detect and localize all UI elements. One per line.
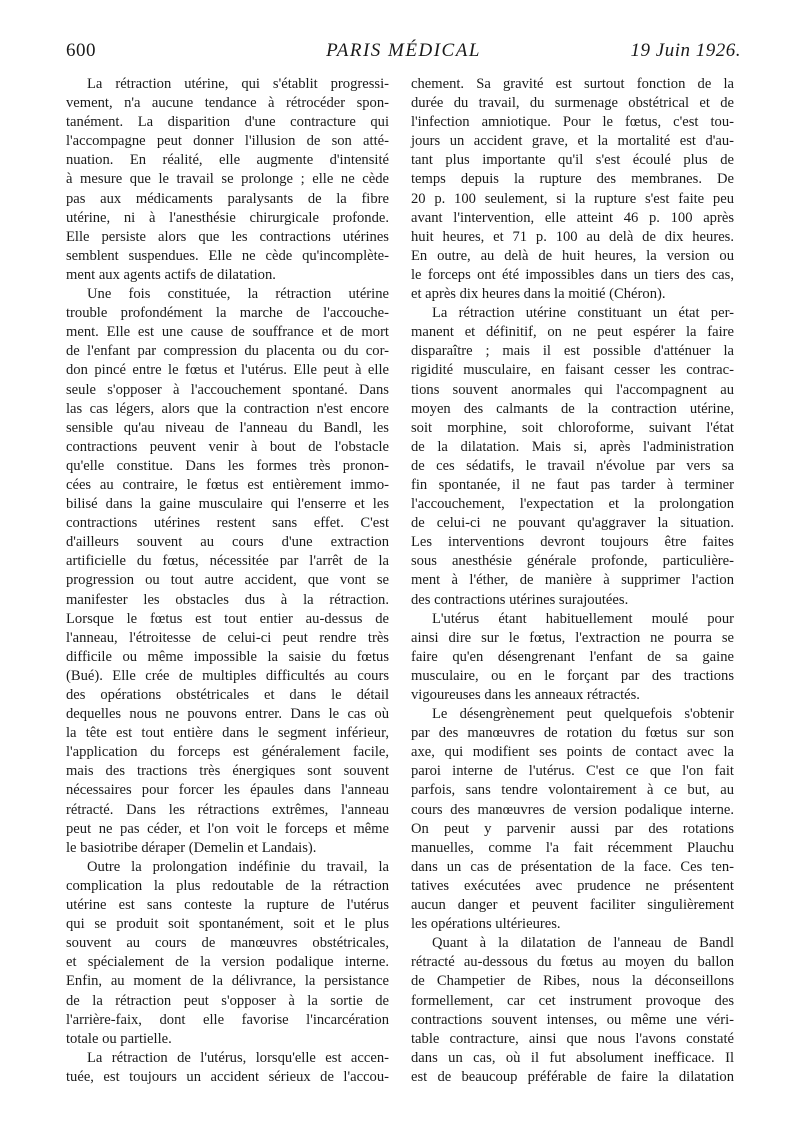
text-line: de ces sédatifs, le travail n'évolue par vers sa bbox=[411, 457, 734, 474]
text-line: rétracté au-dessous du fœtus au moyen du ballon bbox=[411, 954, 734, 971]
text-line: 20 p. 100 seulement, si la rupture s'est faite peu bbox=[411, 190, 734, 207]
text-line: tatives exécutées avec prudence ne présentent bbox=[411, 877, 734, 894]
text-line: fin spontanée, il ne faut pas tarder à terminer bbox=[411, 476, 734, 493]
text-line: artificielle du fœtus, nécessitée par l'arrêt de la bbox=[66, 553, 389, 570]
text-line: vigoureuses dans les anneaux rétractés. bbox=[411, 687, 640, 703]
text-line: (Bué). Elle crée de multiples difficultés au cours bbox=[66, 667, 389, 684]
text-line: dans un cas, où il fut absolument inefficace. Il bbox=[411, 1049, 734, 1066]
text-line: La rétraction de l'utérus, lorsqu'elle est accen- bbox=[87, 1049, 389, 1066]
text-line: la tête est tout entière dans le segment inférieur, bbox=[66, 725, 389, 742]
text-line: l'anneau, l'étroitesse de celui-ci peut rendre très bbox=[66, 629, 389, 646]
text-line: La rétraction utérine, qui s'établit progressi- bbox=[87, 76, 389, 92]
text-line: trouble profondément la marche de l'accouche- bbox=[66, 305, 389, 322]
text-line: souvent au cours de manœuvres obstétricales, bbox=[66, 935, 389, 952]
text-line: cées au contraire, le fœtus est entièrement immo- bbox=[66, 476, 389, 493]
text-line: paroi interne de l'utérus. C'est ce que l'on fait bbox=[411, 763, 734, 780]
journal-title: PARIS MÉDICAL bbox=[326, 40, 481, 61]
text-line: le forceps ont été impossibles dans un tiers des cas, bbox=[411, 266, 734, 283]
text-line: ainsi dire sur le fœtus, l'extraction ne pourra se bbox=[411, 629, 734, 646]
text-line: faire qu'en désengrenant l'enfant de sa gaine bbox=[411, 648, 734, 665]
page-number: 600 bbox=[66, 40, 96, 61]
text-line: l'accouchement, l'expectation et la prolongation bbox=[411, 496, 734, 513]
text-line: ment à l'éther, de manière à supprimer l'action bbox=[411, 572, 734, 589]
running-header bbox=[66, 40, 741, 72]
text-line: durée du travail, du surmenage obstétrical et de bbox=[411, 95, 734, 112]
text-line: moyen des calmants de la contraction utérine, bbox=[411, 400, 734, 417]
text-line: chement. Sa gravité est surtout fonction de la bbox=[411, 76, 734, 92]
text-line: totale ou partielle. bbox=[66, 1030, 172, 1047]
text-line: contractions utérines restent sans effet. C'est bbox=[66, 515, 389, 532]
text-line: nécessaires pour forcer les épaules dans l'anneau bbox=[66, 782, 389, 799]
text-line: seule s'opposer à l'accouchement spontané. Dans bbox=[66, 381, 389, 398]
text-line: pas aux médicaments paralysants de la fibre bbox=[66, 190, 389, 207]
text-line: Lorsque le fœtus est tout entier au-dessus de bbox=[66, 610, 389, 627]
text-line: rigidité musculaire, en faisant cesser les contrac- bbox=[411, 362, 734, 379]
text-line: jours un accident grave, et la mortalité est d'au- bbox=[411, 133, 734, 150]
text-line: formellement, car cet instrument provoque des bbox=[411, 992, 734, 1009]
text-line: l'arrière-faix, dont elle favorise l'incarcération bbox=[66, 1011, 389, 1028]
text-line: Elle persiste alors que les contractions utérines bbox=[66, 228, 389, 245]
text-line: Les interventions devront toujours être faites bbox=[411, 534, 734, 551]
text-line: de Champetier de Ribes, nous la déconseillons bbox=[411, 973, 734, 990]
text-line: sous anesthésie générale profonde, particulière- bbox=[411, 553, 734, 570]
text-line: semblent suspendues. Elle ne cède qu'incomplète- bbox=[66, 247, 389, 264]
text-line: contractions peuvent venir à bout de l'obstacle bbox=[66, 438, 389, 455]
text-line: parfois, sans tendre volontairement à ce but, au bbox=[411, 782, 734, 799]
text-line: complication la plus redoutable de la rétraction bbox=[66, 877, 389, 894]
text-line: d'ailleurs souvent au cours d'une extraction bbox=[66, 534, 389, 551]
text-line: En outre, au delà de huit heures, la version ou bbox=[411, 247, 734, 264]
text-line: dans un cas de présentation de la face. Ces ten- bbox=[411, 858, 734, 875]
text-line: avant l'intervention, elle atteint 46 p. 100 après bbox=[411, 209, 734, 226]
text-line: et spécialement de la version podalique interne. bbox=[66, 954, 389, 971]
text-line: progression ou tout autre accident, que vont se bbox=[66, 572, 389, 589]
text-line: est de beaucoup préférable de faire la dilatation bbox=[411, 1068, 734, 1085]
text-line: huit heures, et 71 p. 100 au delà de dix heures. bbox=[411, 228, 734, 245]
text-line: de celui-ci ne pouvant qu'aggraver la situation. bbox=[411, 515, 734, 532]
text-line: dequelles nous ne pouvons entrer. Dans le cas où bbox=[66, 706, 389, 723]
text-line: de la dilatation. Mais si, après l'administration bbox=[411, 438, 734, 455]
text-line: Quant à la dilatation de l'anneau de Bandl bbox=[432, 935, 734, 952]
text-line: l'infection amniotique. Pour le fœtus, c'est tou- bbox=[411, 114, 734, 131]
text-line: des contractions utérines surajoutées. bbox=[411, 591, 629, 608]
text-line: Enfin, au moment de la délivrance, la persistance bbox=[66, 973, 389, 990]
text-line: peut ne pas céder, et l'on voit le forceps et même bbox=[66, 820, 389, 837]
text-line: mais des tractions très énergiques sont souvent bbox=[66, 763, 389, 780]
text-line: nuation. En réalité, elle augmente d'intensité bbox=[66, 152, 389, 169]
text-line: à mesure que le travail se prolonge ; elle ne cède bbox=[66, 171, 389, 188]
issue-date: 19 Juin 1926. bbox=[630, 40, 741, 61]
text-line: contractions souvent intenses, ou même une véri- bbox=[411, 1011, 734, 1028]
text-line: qui se produit soit spontanément, soit et le plus bbox=[66, 916, 389, 933]
text-line: l'accompagne peut donner l'illusion de son atté- bbox=[66, 133, 389, 150]
text-line: tanément. La disparition d'une contracture qui bbox=[66, 114, 389, 131]
text-line: utérine est sans conteste la rupture de l'utérus bbox=[66, 897, 389, 914]
text-line: On peut y parvenir aussi par des rotations bbox=[411, 820, 734, 837]
text-line: l'application du forceps est généralement facile, bbox=[66, 744, 389, 761]
text-line: manifester les obstacles dus à la rétraction. bbox=[66, 591, 389, 608]
text-line: las cas légers, alors que la contraction n'est encore bbox=[66, 400, 389, 417]
text-line: disparaître ; mais il est possible d'atténuer la bbox=[411, 343, 734, 360]
text-line: tuée, est toujours un accident sérieux de l'accou- bbox=[66, 1068, 389, 1085]
text-line: et après dix heures dans la moitié (Chéron). bbox=[411, 286, 666, 303]
text-line: musculaire, ou en le forçant par des tractions bbox=[411, 667, 734, 684]
text-line: axe, qui modifient ses points de contact avec la bbox=[411, 744, 734, 761]
text-line: sensible qu'au niveau de l'anneau du Bandl, les bbox=[66, 419, 389, 436]
text-line: cours des manœuvres de version podalique interne. bbox=[411, 801, 734, 818]
text-line: de l'enfant par compression du placenta ou du cor- bbox=[66, 343, 389, 360]
text-line: L'utérus étant habituellement moulé pour bbox=[432, 610, 734, 627]
text-line: soit morphine, soit chloroforme, suivant l'état bbox=[411, 419, 734, 436]
text-line: qu'elle constitue. Dans les formes très pronon- bbox=[66, 457, 389, 474]
text-line: le basiotribe déraper (Demelin et Landais). bbox=[66, 839, 317, 856]
text-line: ment. Elle est une cause de souffrance et de mort bbox=[66, 324, 389, 341]
right-column bbox=[411, 75, 734, 1087]
text-line: tions souvent anormales qui l'accompagnent au bbox=[411, 381, 734, 398]
text-line: manent et définitif, on ne peut espérer la faire bbox=[411, 324, 734, 341]
text-line: vement, n'a aucune tendance à rétrocéder spon- bbox=[66, 95, 389, 112]
text-line: Outre la prolongation indéfinie du travail, la bbox=[87, 858, 389, 875]
text-line: utérine, ni à l'anesthésie chirurgicale profonde. bbox=[66, 209, 389, 226]
text-line: Le désengrènement peut quelquefois s'obtenir bbox=[432, 706, 734, 723]
text-line: La rétraction utérine constituant un état per- bbox=[432, 305, 734, 322]
text-line: de la rétraction peut s'opposer à la sortie de bbox=[66, 992, 389, 1009]
text-line: par des manœuvres de rotation du fœtus sur son bbox=[411, 725, 734, 742]
text-line: tant plus importante qu'il s'est écoulé plus de bbox=[411, 152, 734, 169]
text-line: don pincé entre le fœtus et l'utérus. Elle peut à elle bbox=[66, 362, 389, 379]
text-line: rétracté. Dans les rétractions extrêmes, l'anneau bbox=[66, 801, 389, 818]
left-column bbox=[66, 75, 389, 1087]
text-line: ment aux agents actifs de dilatation. bbox=[66, 266, 276, 283]
text-line: difficile ou même impossible la saisie du fœtus bbox=[66, 648, 389, 665]
text-line: aucun danger et peuvent faciliter singulièrement bbox=[411, 897, 734, 914]
text-line: des opérations obstétricales et dans le détail bbox=[66, 687, 389, 703]
text-line: bilisé dans la gaine musculaire qui l'enserre et les bbox=[66, 496, 389, 513]
text-line: table contracture, ainsi que nous l'avons constaté bbox=[411, 1030, 734, 1047]
text-line: Une fois constituée, la rétraction utérine bbox=[87, 286, 389, 303]
text-line: temps depuis la rupture des membranes. De bbox=[411, 171, 734, 188]
text-line: manuelles, comme l'a fait récemment Plauchu bbox=[411, 839, 734, 856]
text-line: les opérations ultérieures. bbox=[411, 916, 561, 933]
